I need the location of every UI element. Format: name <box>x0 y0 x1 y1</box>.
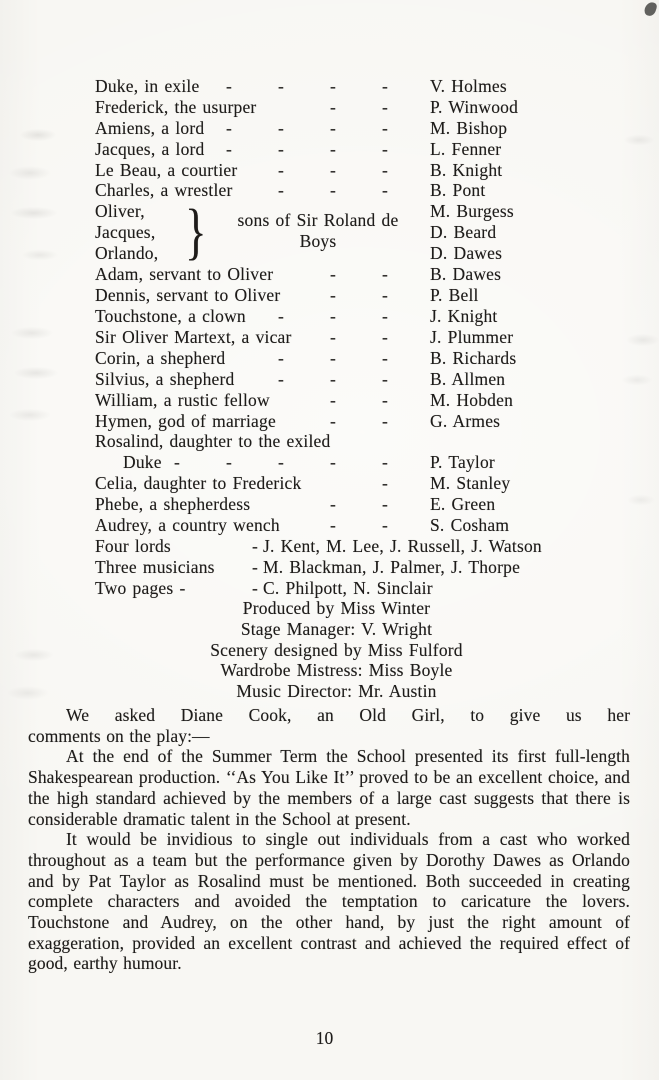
cast-role: Dennis, servant to Oliver <box>95 285 281 306</box>
dash-leaders <box>307 264 411 285</box>
cast-role-cell <box>95 264 425 285</box>
dash: - <box>277 159 285 180</box>
dash-leaders <box>307 411 411 432</box>
dash: - <box>381 285 389 306</box>
dash: - <box>381 368 389 389</box>
cast-role: Celia, daughter to Frederick <box>95 473 302 494</box>
cast-role: Audrey, a country wench <box>95 515 280 536</box>
dash-leaders <box>203 139 411 160</box>
cast-role-cell <box>95 160 425 181</box>
cast-role-cell <box>95 118 425 139</box>
dash: - <box>329 159 337 180</box>
dash: - <box>381 327 389 348</box>
cast-role: Adam, servant to Oliver <box>95 264 274 285</box>
cast-role: Rosalind, daughter to the exiled <box>95 431 331 452</box>
ink-mark-top-right <box>643 1 658 18</box>
dash: - <box>277 117 285 138</box>
cast-actor: V. Holmes <box>430 76 507 96</box>
cast-row <box>95 160 631 181</box>
cast-role-cell <box>95 452 425 473</box>
cast-row <box>95 76 631 97</box>
cast-actor: P. Taylor <box>430 452 495 473</box>
cast-role-cell <box>95 180 425 201</box>
cast-actor: M. Stanley <box>430 473 511 494</box>
dash-leaders <box>307 390 411 411</box>
cast-group-row <box>95 536 631 557</box>
bracket-description-line: Boys <box>299 231 337 252</box>
cast-row <box>95 369 631 390</box>
dash: - <box>251 577 259 598</box>
production-credits <box>30 598 643 702</box>
dash-leaders <box>307 494 411 515</box>
dash: - <box>381 515 389 536</box>
cast-role: Three musicians <box>95 556 215 577</box>
dash-leaders <box>255 348 411 369</box>
dash-leaders <box>307 515 411 536</box>
cast-role: Oliver, <box>95 201 145 222</box>
cast-role-cell <box>95 369 425 390</box>
bracket-description-line: sons of Sir Roland de <box>237 210 399 231</box>
cast-row <box>95 431 631 452</box>
cast-row <box>95 494 631 515</box>
review-paragraph: At the end of the Summer Term the School presented its first full-length Shakespearean production. ‘‘As You Like It’’ proved to be an excellent choice, and the high standard achieved by the members of a large cast suggests that there is considerable dramatic talent in the School at present. <box>28 746 630 829</box>
dash: - <box>381 96 389 117</box>
cast-role: Phebe, a shepherdess <box>95 494 251 515</box>
review-text <box>28 705 630 974</box>
dash: - <box>381 76 389 96</box>
dash-leaders <box>307 285 411 306</box>
dash: - <box>329 327 337 348</box>
cast-group-row <box>95 557 631 578</box>
curly-brace: } <box>185 196 207 266</box>
cast-row <box>95 180 631 201</box>
cast-role: Sir Oliver Martext, a vicar <box>95 327 292 348</box>
cast-actor: B. Knight <box>430 159 503 180</box>
dash: - <box>381 117 389 138</box>
cast-actor: B. Dawes <box>430 264 502 285</box>
dash: - <box>381 347 389 368</box>
dash-leaders <box>359 473 411 494</box>
cast-actor: M. Hobden <box>430 389 514 410</box>
cast-actor: B. Richards <box>430 347 517 368</box>
dash-leaders <box>255 160 411 181</box>
cast-role: Le Beau, a courtier <box>95 159 238 180</box>
cast-role: Duke <box>123 452 162 473</box>
bracket-roles <box>95 201 185 264</box>
cast-row <box>95 97 631 118</box>
cast-role-cell <box>95 411 425 432</box>
dash: - <box>329 138 337 159</box>
bracket-actors <box>425 201 514 264</box>
dash: - <box>225 138 233 159</box>
credit-line: Stage Manager: V. Wright <box>240 618 433 639</box>
dash-leaders <box>255 369 411 390</box>
cast-actor: M. Bishop <box>430 117 508 138</box>
dash-leaders <box>307 97 411 118</box>
dash: - <box>225 452 233 473</box>
cast-role: Hymen, god of marriage <box>95 410 276 431</box>
dash: - <box>329 347 337 368</box>
intro-paragraph-line: We asked Diane Cook, an Old Girl, to give us her <box>66 705 630 725</box>
cast-actors: M. Blackman, J. Palmer, J. Thorpe <box>263 556 521 577</box>
cast-role: Orlando, <box>95 243 159 264</box>
dash: - <box>381 180 389 201</box>
cast-group-row <box>95 578 631 599</box>
cast-row <box>95 411 631 432</box>
cast-role-cell <box>95 494 425 515</box>
dash: - <box>381 138 389 159</box>
cast-actor: B. Allmen <box>430 368 506 389</box>
cast-role: Four lords <box>95 535 171 556</box>
cast-actor: P. Winwood <box>430 96 519 117</box>
cast-role: Corin, a shepherd <box>95 347 226 368</box>
cast-group-rows <box>95 536 631 599</box>
cast-actor: D. Beard <box>430 222 497 243</box>
dash: - <box>277 452 285 473</box>
dash: - <box>277 138 285 159</box>
cast-row <box>95 306 631 327</box>
dash: - <box>329 76 337 96</box>
cast-role-cell <box>95 306 425 327</box>
dash: - <box>329 389 337 410</box>
dash: - <box>329 285 337 306</box>
dash: - <box>277 76 285 96</box>
cast-role-cell <box>95 390 425 411</box>
cast-actor: J. Plummer <box>430 327 514 348</box>
cast-row <box>95 285 631 306</box>
dash: - <box>277 347 285 368</box>
dash: - <box>329 515 337 536</box>
cast-actor: D. Dawes <box>430 243 503 264</box>
cast-row <box>95 348 631 369</box>
dash: - <box>251 535 259 556</box>
dash: - <box>329 96 337 117</box>
cast-role-cell <box>95 348 425 369</box>
cast-rows-bottom <box>95 264 631 536</box>
dash: - <box>225 117 233 138</box>
dash-leaders <box>307 327 411 348</box>
cast-actors: J. Kent, M. Lee, J. Russell, J. Watson <box>263 535 542 556</box>
cast-role: Duke, in exile <box>95 76 200 96</box>
cast-actors: C. Philpott, N. Sinclair <box>263 577 433 598</box>
dash: - <box>329 452 337 473</box>
cast-role-cell <box>95 473 425 494</box>
cast-role: Jacques, <box>95 222 156 243</box>
dash-leaders <box>151 452 411 473</box>
cast-role: Amiens, a lord <box>95 117 205 138</box>
dash: - <box>329 264 337 285</box>
cast-actor: M. Burgess <box>430 201 514 222</box>
cast-role: Frederick, the usurper <box>95 96 257 117</box>
cast-role-cell <box>95 431 425 452</box>
dash: - <box>381 159 389 180</box>
bracket-description <box>211 201 425 264</box>
dash: - <box>329 410 337 431</box>
dash: - <box>381 306 389 327</box>
cast-actor: P. Bell <box>430 285 479 306</box>
dash: - <box>225 76 233 96</box>
dash-leaders <box>255 180 411 201</box>
cast-bracket-group <box>95 196 631 266</box>
dash: - <box>381 452 389 473</box>
cast-actor: J. Knight <box>430 306 498 327</box>
cast-role-cell <box>95 139 425 160</box>
cast-row <box>95 139 631 160</box>
dash: - <box>277 180 285 201</box>
cast-role-cell <box>95 515 425 536</box>
cast-role-cell <box>95 327 425 348</box>
cast-role: Silvius, a shepherd <box>95 368 235 389</box>
cast-role: William, a rustic fellow <box>95 389 270 410</box>
cast-row <box>95 118 631 139</box>
dash: - <box>381 473 389 494</box>
cast-actor: S. Cosham <box>430 515 510 536</box>
dash: - <box>251 556 259 577</box>
page-number: 10 <box>315 1028 334 1048</box>
dash: - <box>277 368 285 389</box>
cast-list <box>95 76 631 599</box>
cast-row <box>95 390 631 411</box>
dash: - <box>381 410 389 431</box>
cast-role-cell <box>95 76 425 97</box>
dash: - <box>173 452 181 473</box>
dash: - <box>329 180 337 201</box>
review-paragraph: It would be invidious to single out individuals from a cast who worked throughout as a team but the performance given by Dorothy Dawes as Orlando and by Pat Taylor as Rosalind must be mentioned. Both succeeded in creating complete characters and avoided the temptation to caricature the lovers. Touchstone and Audrey, on the other hand, by just the right amount of exaggeration, provided an excellent contrast and achieved the required effect of good, earthy humour. <box>28 829 630 974</box>
intro-paragraph-line: comments on the play:— <box>28 725 210 746</box>
dash: - <box>329 306 337 327</box>
dash-leaders <box>203 118 411 139</box>
credit-line: Music Director: Mr. Austin <box>236 681 437 702</box>
cast-row <box>95 452 631 473</box>
credit-line: Wardrobe Mistress: Miss Boyle <box>220 660 453 681</box>
cast-row <box>95 327 631 348</box>
dash: - <box>381 494 389 515</box>
cast-actor: B. Pont <box>430 180 486 201</box>
cast-row <box>95 473 631 494</box>
dash-leaders <box>255 306 411 327</box>
cast-actor: L. Fenner <box>430 138 502 159</box>
cast-role-cell <box>95 285 425 306</box>
cast-role: Charles, a wrestler <box>95 180 233 201</box>
dash: - <box>381 389 389 410</box>
cast-role: Jacques, a lord <box>95 138 205 159</box>
cast-role-cell <box>95 97 425 118</box>
credit-line: Scenery designed by Miss Fulford <box>210 639 463 660</box>
cast-actor: E. Green <box>430 494 496 515</box>
cast-role: Two pages - <box>95 577 186 598</box>
dash: - <box>277 306 285 327</box>
cast-row <box>95 515 631 536</box>
cast-rows-top <box>95 76 631 201</box>
dash: - <box>381 264 389 285</box>
credit-line: Produced by Miss Winter <box>242 598 431 618</box>
cast-row <box>95 264 631 285</box>
cast-role: Touchstone, a clown <box>95 306 246 327</box>
dash: - <box>329 494 337 515</box>
dash: - <box>329 117 337 138</box>
dash-leaders <box>203 76 411 97</box>
cast-actor: G. Armes <box>430 410 501 431</box>
dash: - <box>329 368 337 389</box>
